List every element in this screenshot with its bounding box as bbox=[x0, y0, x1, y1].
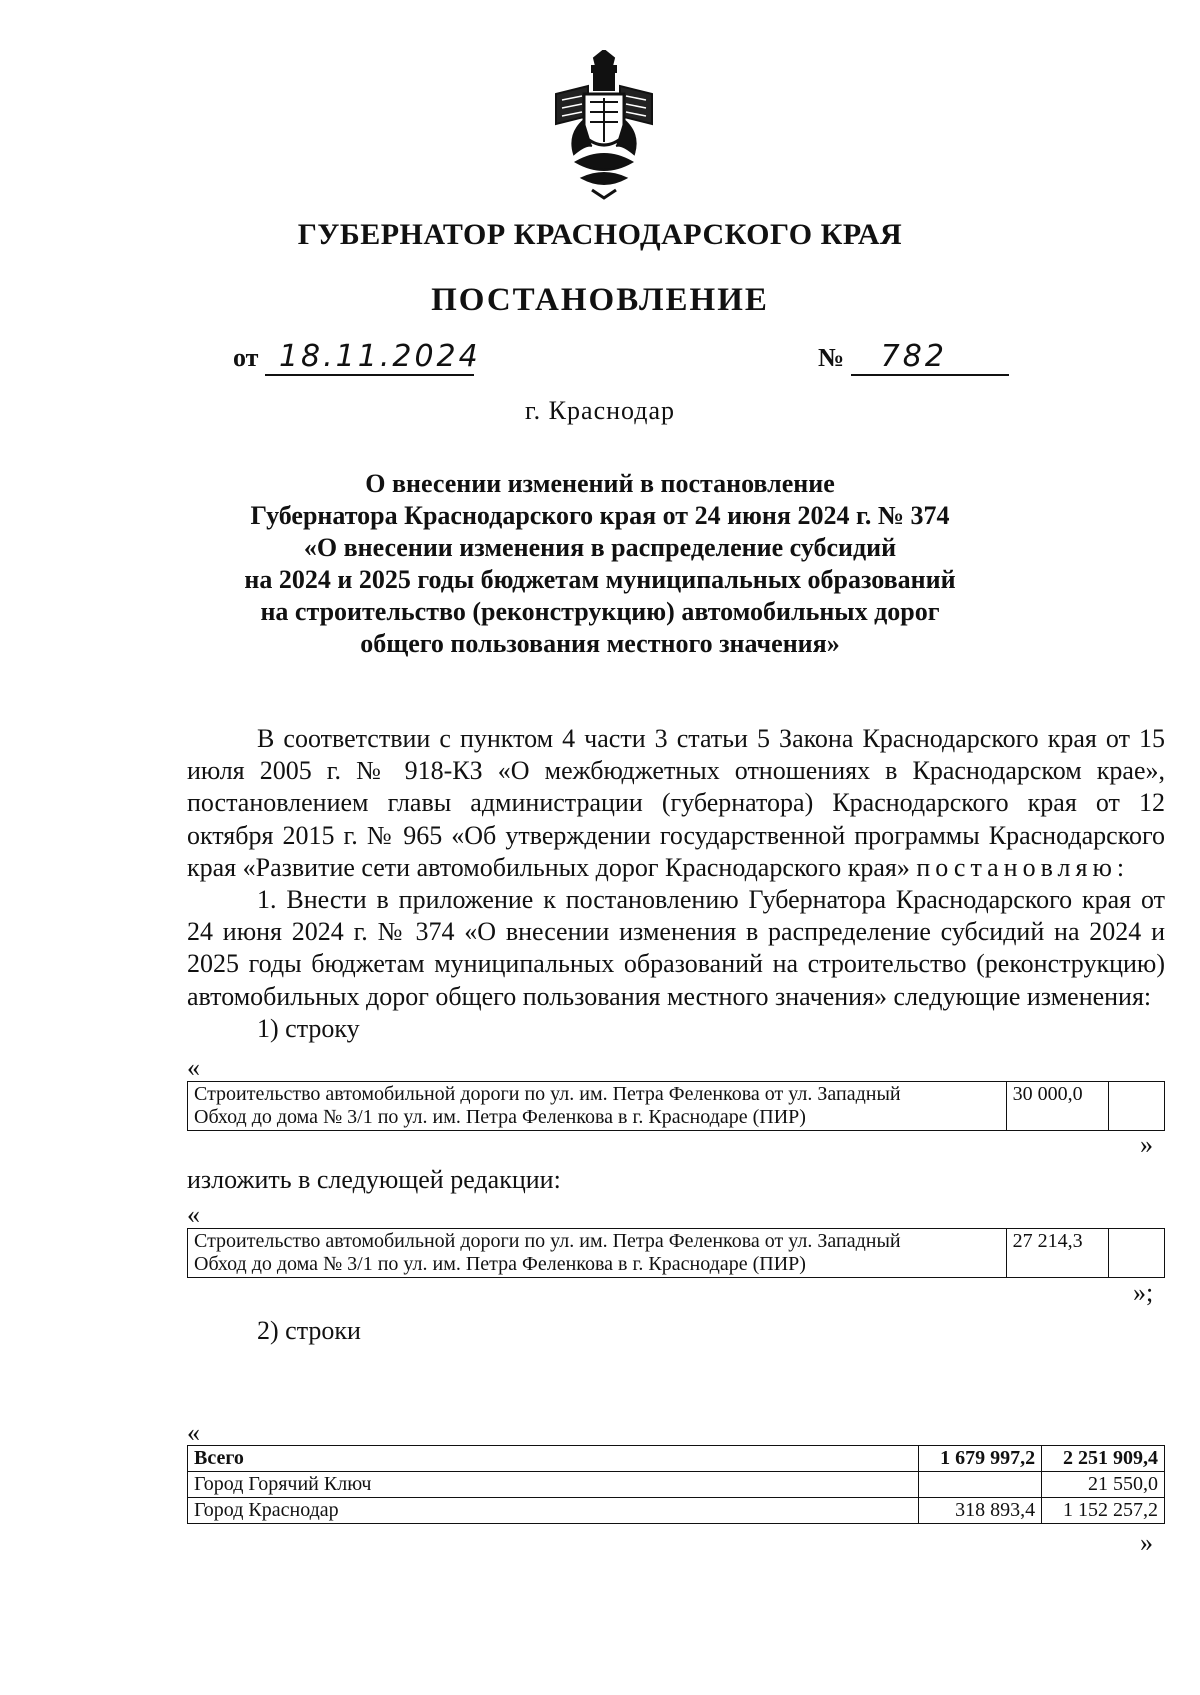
date-prefix: от bbox=[233, 343, 259, 372]
open-quote: « bbox=[187, 1200, 200, 1229]
empty-cell bbox=[1108, 1082, 1164, 1131]
issue-city: г. Краснодар bbox=[524, 396, 676, 425]
date-field bbox=[233, 339, 481, 376]
handwritten-date: 18.11.2024 bbox=[265, 340, 474, 376]
table-row bbox=[188, 1229, 1165, 1278]
preamble-text: В соответствии с пунктом 4 части 3 статьи 5 Закона Краснодарского края от 15 июля 2005 г. № 918-КЗ «О межбюджетных отношениях в Краснодарском крае», постановлением главы администрации (губернатора) Краснодарского края от 12 октября 2015 г. № 965 «Об утверждении государственной программы Краснодарского края «Развитие сети автомобильных дорог Краснодарского края» bbox=[187, 724, 1165, 882]
table-row bbox=[188, 1446, 1165, 1472]
decree-word: постановляю: bbox=[916, 852, 1130, 882]
number-field bbox=[818, 340, 1009, 376]
empty-cell bbox=[1108, 1229, 1164, 1278]
row-label: Город Горячий Ключ bbox=[188, 1472, 919, 1498]
road-name-cell: Строительство автомобильной дороги по ул. им. Петра Феленкова от ул. Западный Обход до дома № 3/1 по ул. им. Петра Феленкова в г. Краснодаре (ПИР) bbox=[188, 1082, 1007, 1131]
subject-line: «О внесении изменения в распределение субсидий bbox=[303, 533, 897, 562]
subject-line: на строительство (реконструкцию) автомобильных дорог bbox=[260, 597, 940, 626]
amount-cell: 27 214,3 bbox=[1006, 1229, 1108, 1278]
item-1-paragraph: 1. Внести в приложение к постановлению Губернатора Краснодарского края от 24 июня 2024 г. № 374 «О внесении изменения в распределение субсидий на 2024 и 2025 годы бюджетам муниципальных образований на строительство (реконструкцию) автомобильных дорог общего пользования местного значения» следующие изменения: bbox=[187, 885, 1165, 1011]
open-quote: « bbox=[187, 1053, 200, 1082]
table-row bbox=[188, 1472, 1165, 1498]
subject-line: Губернатора Краснодарского края от 24 июня 2024 г. № 374 bbox=[250, 501, 950, 530]
value-2024: 1 679 997,2 bbox=[919, 1446, 1042, 1472]
document-body bbox=[187, 723, 1165, 1045]
close-quote: » bbox=[1140, 1130, 1153, 1159]
totals-table bbox=[187, 1445, 1165, 1524]
value-2025: 1 152 257,2 bbox=[1042, 1498, 1165, 1524]
road-name-cell: Строительство автомобильной дороги по ул. им. Петра Феленкова от ул. Западный Обход до дома № 3/1 по ул. им. Петра Феленкова в г. Краснодаре (ПИР) bbox=[188, 1229, 1007, 1278]
row-label: Город Краснодар bbox=[188, 1498, 919, 1524]
subject-line: общего пользования местного значения» bbox=[360, 629, 840, 658]
table-row bbox=[188, 1498, 1165, 1524]
sub-item-1-label: 1) строку bbox=[257, 1013, 360, 1043]
replace-label: изложить в следующей редакции: bbox=[187, 1165, 561, 1194]
value-2025: 21 550,0 bbox=[1042, 1472, 1165, 1498]
value-2024: 318 893,4 bbox=[919, 1498, 1042, 1524]
issuing-authority: ГУБЕРНАТОР КРАСНОДАРСКОГО КРАЯ bbox=[297, 218, 903, 251]
close-quote-semicolon: »; bbox=[1133, 1278, 1154, 1307]
subject-line: на 2024 и 2025 годы бюджетам муниципальных образований bbox=[244, 565, 956, 594]
new-row-table bbox=[187, 1228, 1165, 1278]
document-type: ПОСТАНОВЛЕНИЕ bbox=[431, 282, 769, 318]
old-row-table bbox=[187, 1081, 1165, 1131]
preamble-paragraph bbox=[187, 723, 1165, 884]
open-quote: « bbox=[187, 1418, 200, 1447]
amount-cell: 30 000,0 bbox=[1006, 1082, 1108, 1131]
number-prefix: № bbox=[818, 343, 845, 372]
value-2024 bbox=[919, 1472, 1042, 1498]
sub-item-2-label: 2) строки bbox=[257, 1316, 361, 1345]
table-row bbox=[188, 1082, 1165, 1131]
value-2025: 2 251 909,4 bbox=[1042, 1446, 1165, 1472]
subject-line: О внесении изменений в постановление bbox=[365, 469, 835, 498]
handwritten-number: 782 bbox=[851, 340, 1009, 376]
row-label: Всего bbox=[188, 1446, 919, 1472]
document-subject bbox=[0, 468, 1200, 660]
close-quote: » bbox=[1140, 1528, 1153, 1557]
coat-of-arms-emblem bbox=[548, 50, 660, 200]
